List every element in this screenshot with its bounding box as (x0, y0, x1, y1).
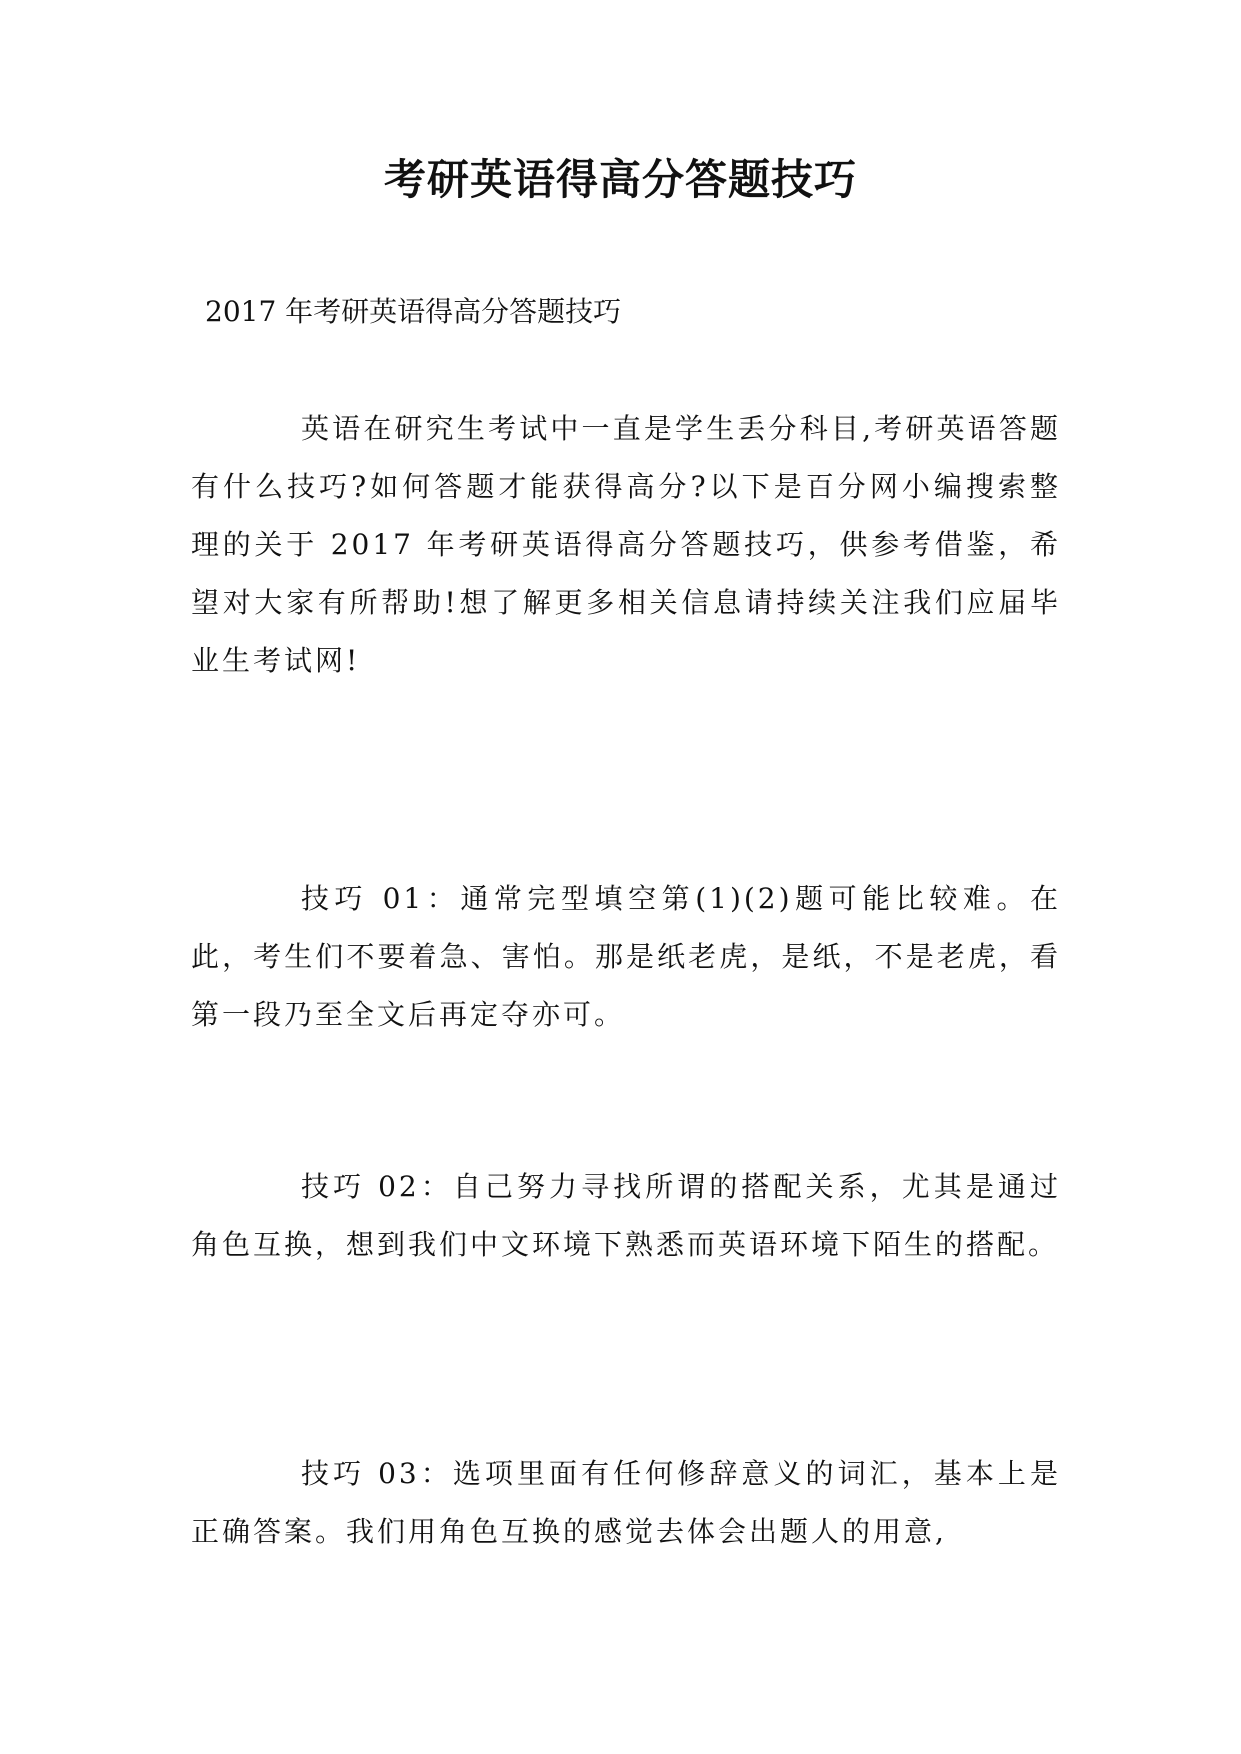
intro-paragraph: 英语在研究生考试中一直是学生丢分科目,考研英语答题有什么技巧?如何答题才能获得高分?以下是百分网小编搜索整理的关于 2017 年考研英语得高分答题技巧，供参考借鉴，希望对大家有所帮助!想了解更多相关信息请持续关注我们应届毕业生考试网! (191, 412, 1061, 677)
document-subtitle: 2017 年考研英语得高分答题技巧 (205, 295, 622, 328)
tip-02-paragraph: 技巧 02：自己努力寻找所谓的搭配关系，尤其是通过角色互换，想到我们中文环境下熟悉而英语环境下陌生的搭配。 (191, 1170, 1061, 1261)
tip-03-paragraph: 技巧 03：选项里面有任何修辞意义的词汇，基本上是正确答案。我们用角色互换的感觉去体会出题人的用意, (191, 1457, 1061, 1548)
document-title: 考研英语得高分答题技巧 (383, 155, 857, 204)
tip-01-paragraph: 技巧 01：通常完型填空第(1)(2)题可能比较难。在此，考生们不要着急、害怕。那是纸老虎，是纸，不是老虎，看第一段乃至全文后再定夺亦可。 (191, 882, 1061, 1031)
